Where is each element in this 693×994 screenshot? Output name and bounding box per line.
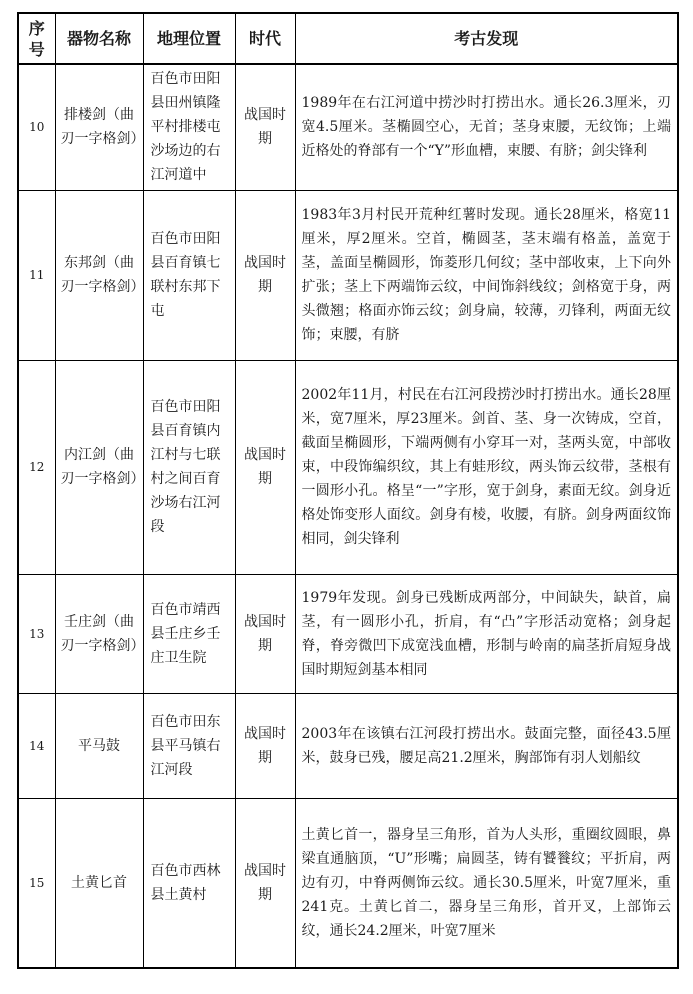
table-row — [18, 798, 678, 968]
row-name: 排楼剑（曲刃一字格剑） — [55, 64, 143, 190]
row-location: 百色市靖西县壬庄乡壬庄卫生院 — [143, 574, 235, 693]
header-findings: 考古发现 — [295, 13, 678, 64]
row-name: 土黄匕首 — [55, 798, 143, 968]
table-row — [18, 360, 678, 574]
row-era: 战国时期 — [235, 190, 295, 360]
table-row — [18, 190, 678, 360]
header-name: 器物名称 — [55, 13, 143, 64]
artifact-table — [17, 12, 679, 969]
row-index: 14 — [18, 693, 55, 798]
row-index: 13 — [18, 574, 55, 693]
row-location: 百色市田东县平马镇右江河段 — [143, 693, 235, 798]
table-row — [18, 64, 678, 190]
header-location: 地理位置 — [143, 13, 235, 64]
row-index: 10 — [18, 64, 55, 190]
row-findings: 2003年在该镇右江河段打捞出水。鼓面完整，面径43.5厘米，鼓身已残，腰足高21.2厘米，胸部饰有羽人划船纹 — [295, 693, 678, 798]
row-findings: 土黄匕首一，器身呈三角形，首为人头形，重圈纹圆眼，鼻梁直通脑顶，“U”形嘴；扁圆茎，铸有饕餮纹；平折肩，两边有刃，中脊两侧饰云纹。通长30.5厘米，叶宽7厘米，重241克。土黄匕首二，器身呈三角形，首开叉，上部饰云纹，通长24.2厘米，叶宽7厘米 — [295, 798, 678, 968]
table-row — [18, 693, 678, 798]
row-location: 百色市田阳县百育镇七联村东邦下屯 — [143, 190, 235, 360]
row-name: 东邦剑（曲刃一字格剑） — [55, 190, 143, 360]
table-row — [18, 574, 678, 693]
header-index: 序号 — [18, 13, 55, 64]
row-index: 11 — [18, 190, 55, 360]
table-header-row — [18, 13, 678, 64]
row-index: 12 — [18, 360, 55, 574]
row-findings: 2002年11月，村民在右江河段捞沙时打捞出水。通长28厘米，宽7厘米，厚23厘米。剑首、茎、身一次铸成，空首，截面呈椭圆形，下端两侧有小穿耳一对，茎两头宽，中部收束，中段饰编织纹，其上有蛙形纹，两头饰云纹带，茎根有一圆形小孔。格呈“一”字形，宽于剑身，素面无纹。剑身近格处饰变形人面纹。剑身有棱，收腰，有脐。剑身两面纹饰相同，剑尖锋利 — [295, 360, 678, 574]
row-era: 战国时期 — [235, 693, 295, 798]
row-findings: 1983年3月村民开荒种红薯时发现。通长28厘米，格宽11厘米，厚2厘米。空首，椭圆茎，茎末端有格盖，盖宽于茎，盖面呈椭圆形，饰菱形几何纹；茎中部收束，上下向外扩张；茎上下两端饰云纹，中间饰斜线纹；剑格宽于身，两头微翘；格面亦饰云纹；剑身扁，较薄，刃锋利，两面无纹饰；束腰，有脐 — [295, 190, 678, 360]
row-era: 战国时期 — [235, 64, 295, 190]
row-location: 百色市田阳县百育镇内江村与七联村之间百育沙场右江河段 — [143, 360, 235, 574]
row-location: 百色市田阳县田州镇隆平村排楼屯沙场边的右江河道中 — [143, 64, 235, 190]
row-era: 战国时期 — [235, 574, 295, 693]
row-era: 战国时期 — [235, 798, 295, 968]
header-era: 时代 — [235, 13, 295, 64]
row-era: 战国时期 — [235, 360, 295, 574]
row-findings: 1979年发现。剑身已残断成两部分，中间缺失，缺首，扁茎，有一圆形小孔，折肩，有“凸”字形活动宽格；剑身起脊，脊旁微凹下成宽浅血槽，形制与岭南的扁茎折肩短身战国时期短剑基本相同 — [295, 574, 678, 693]
row-location: 百色市西林县土黄村 — [143, 798, 235, 968]
row-findings: 1989年在右江河道中捞沙时打捞出水。通长26.3厘米，刃宽4.5厘米。茎椭圆空心，无首；茎身束腰，无纹饰；上端近格处的脊部有一个“Y”形血槽，束腰、有脐；剑尖锋利 — [295, 64, 678, 190]
row-name: 内江剑（曲刃一字格剑） — [55, 360, 143, 574]
row-name: 平马鼓 — [55, 693, 143, 798]
artifact-table-page — [17, 12, 677, 969]
row-index: 15 — [18, 798, 55, 968]
row-name: 壬庄剑（曲刃一字格剑） — [55, 574, 143, 693]
